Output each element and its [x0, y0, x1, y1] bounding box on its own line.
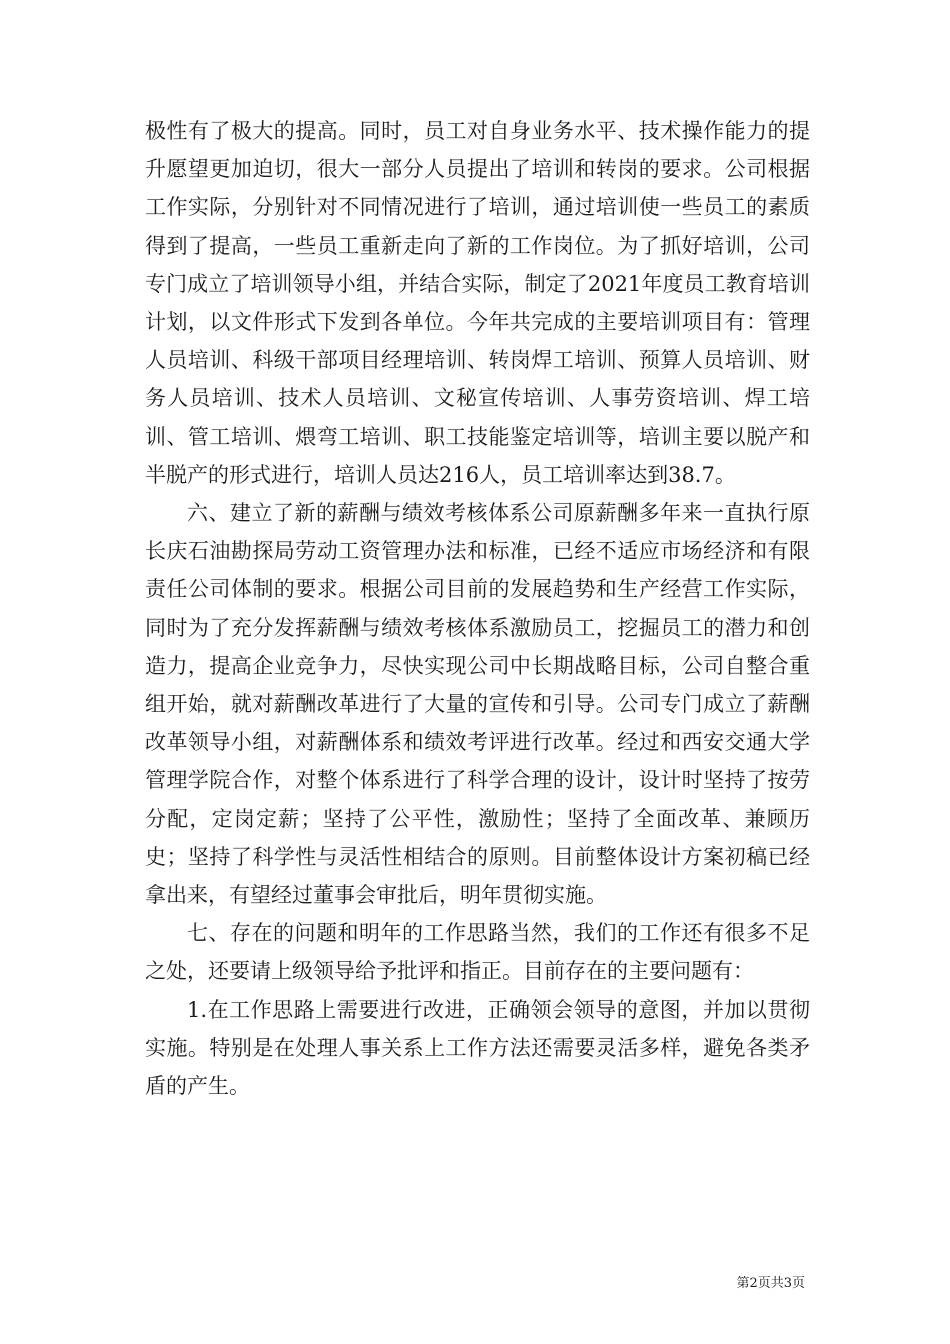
paragraph-item-one: 1.在工作思路上需要进行改进，正确领会领导的意图，并加以贯彻实施。特别是在处理人事关系上工作方法还需要灵活多样，避免各类矛盾的产生。	[145, 997, 810, 1099]
paragraph-training: 极性有了极大的提高。同时，员工对自身业务水平、技术操作能力的提升愿望更加迫切，很大一部分人员提出了培训和转岗的要求。公司根据工作实际，分别针对不同情况进行了培训，通过培训使一些员工的素质得到了提高，一些员工重新走向了新的工作岗位。为了抓好培训，公司专门成立了培训领导小组，并结合实际，制定了2021年度员工教育培训计划，以文件形式下发到各单位。今年共完成的主要培训项目有：管理人员培训、科级干部项目经理培训、转岗焊工培训、预算人员培训、财务人员培训、技术人员培训、文秘宣传培训、人事劳资培训、焊工培训、管工培训、煨弯工培训、职工技能鉴定培训等，培训主要以脱产和半脱产的形式进行，培训人员达216人，员工培训率达到38.7。	[145, 119, 810, 487]
page-number: 第2页共3页	[736, 1276, 805, 1291]
document-body	[145, 112, 810, 1105]
paragraph-section-six: 六、建立了新的薪酬与绩效考核体系公司原薪酬多年来一直执行原长庆石油勘探局劳动工资管理办法和标准，已经不适应市场经济和有限责任公司体制的要求。根据公司目前的发展趋势和生产经营工作实际，同时为了充分发挥薪酬与绩效考核体系激励员工，挖掘员工的潜力和创造力，提高企业竞争力，尽快实现公司中长期战略目标，公司自整合重组开始，就对薪酬改革进行了大量的宣传和引导。公司专门成立了薪酬改革领导小组，对薪酬体系和绩效考评进行改革。经过和西安交通大学管理学院合作，对整个体系进行了科学合理的设计，设计时坚持了按劳分配，定岗定薪；坚持了公平性，激励性；坚持了全面改革、兼顾历史；坚持了科学性与灵活性相结合的原则。目前整体设计方案初稿已经拿出来，有望经过董事会审批后，明年贯彻实施。	[145, 501, 810, 908]
paragraph-section-seven: 七、存在的问题和明年的工作思路当然，我们的工作还有很多不足之处，还要请上级领导给予批评和指正。目前存在的主要问题有：	[145, 921, 810, 984]
